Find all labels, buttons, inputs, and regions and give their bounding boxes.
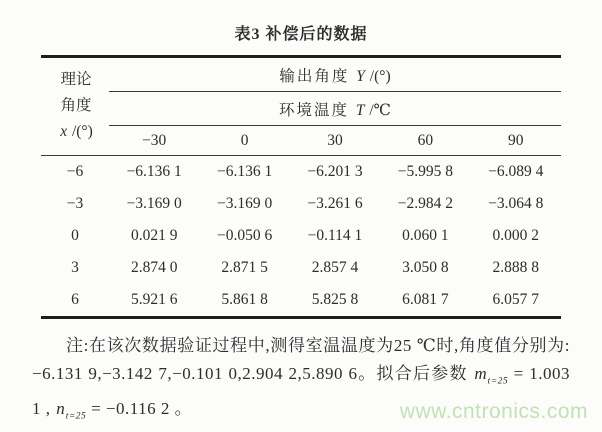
- t-variable: T: [355, 101, 365, 119]
- table-cell: −3.064 8: [488, 195, 544, 212]
- footnote-text: 注:在该次数据验证过程中,测得室温温度为25 ℃时,角度值分别为:−6.131 9,−3.142 7,−0.101 0,2.904 2,5.890 6。拟合后参数: [32, 336, 570, 383]
- param-m-value: = 1.003 1 ,: [32, 364, 571, 419]
- y-variable: Y: [356, 67, 365, 85]
- temp-col-header: 0: [199, 126, 289, 156]
- x-variable: x: [60, 122, 68, 140]
- table-cell: −6.136 1: [126, 163, 182, 180]
- temp-col-header: 90: [471, 126, 561, 156]
- table-cell: 0.000 2: [492, 227, 540, 244]
- ambient-temp-label: 环境温度: [278, 101, 355, 119]
- row-header: 0: [71, 227, 79, 244]
- header-row-ambient-temp: [41, 92, 561, 126]
- table-cell: 6.057 7: [492, 291, 540, 308]
- table-cell: −6.201 3: [307, 163, 363, 180]
- table-cell: 5.825 8: [311, 291, 359, 308]
- temp-col-header: 60: [380, 126, 470, 156]
- compensated-data-table: [41, 55, 561, 319]
- x-unit: /(°): [68, 122, 93, 140]
- table-cell: −3.169 0: [216, 195, 273, 212]
- table-cell: 2.857 4: [311, 259, 359, 276]
- x-axis-header-cell: [41, 57, 109, 156]
- table-cell: 2.871 5: [221, 259, 268, 276]
- table-cell: 0.021 9: [130, 227, 178, 244]
- table-cell: −3.261 6: [307, 195, 363, 212]
- x-header-line1: 理论: [60, 70, 92, 88]
- row-header: −3: [66, 195, 84, 212]
- t-unit: /℃: [365, 101, 392, 119]
- table-cell: 6.081 7: [402, 291, 449, 308]
- table-cell: −6.136 1: [216, 163, 273, 180]
- table-cell: 0.060 1: [402, 227, 449, 244]
- table-cell: 2.888 8: [492, 259, 540, 276]
- table-cell: −3.169 0: [126, 195, 182, 212]
- table-cell: −0.114 1: [307, 227, 363, 244]
- row-header: 6: [71, 291, 79, 308]
- watermark: www.cntronics.com: [399, 400, 588, 423]
- row-header: 3: [71, 259, 79, 276]
- table-cell: 5.921 6: [130, 291, 178, 308]
- header-row-output-angle: [41, 57, 561, 92]
- output-angle-label: 输出角度: [279, 67, 356, 85]
- table-row: [41, 284, 561, 318]
- param-n-value: = −0.116 2 。: [86, 399, 193, 419]
- table-row: [41, 220, 561, 252]
- table-cell: 3.050 8: [402, 259, 449, 276]
- table-cell: −0.050 6: [216, 227, 273, 244]
- table-row: [41, 156, 561, 189]
- ambient-temp-header-cell: [109, 92, 561, 126]
- table-cell: 2.874 0: [130, 259, 178, 276]
- temp-col-header: −30: [109, 126, 199, 156]
- output-angle-header-cell: [109, 57, 561, 92]
- x-header-line2: 角度: [60, 96, 92, 114]
- param-m-subscript: t=25: [487, 376, 509, 387]
- param-n-subscript: t=25: [65, 411, 87, 422]
- temp-col-header: 30: [290, 126, 380, 156]
- param-m-variable: m: [474, 364, 487, 383]
- table-cell: 5.861 8: [221, 291, 268, 308]
- table-row: [41, 252, 561, 284]
- x-header-symbol: [43, 119, 109, 145]
- table-cell: −5.995 8: [397, 163, 453, 180]
- y-unit: /(°): [365, 67, 391, 85]
- param-n-variable: n: [56, 399, 65, 419]
- row-header: −6: [66, 163, 84, 180]
- header-row-temperatures: [41, 126, 561, 156]
- table-row: [41, 188, 561, 220]
- table-cell: −2.984 2: [397, 195, 453, 212]
- table-cell: −6.089 4: [488, 163, 544, 180]
- table-title: 表3 补偿后的数据: [234, 26, 368, 43]
